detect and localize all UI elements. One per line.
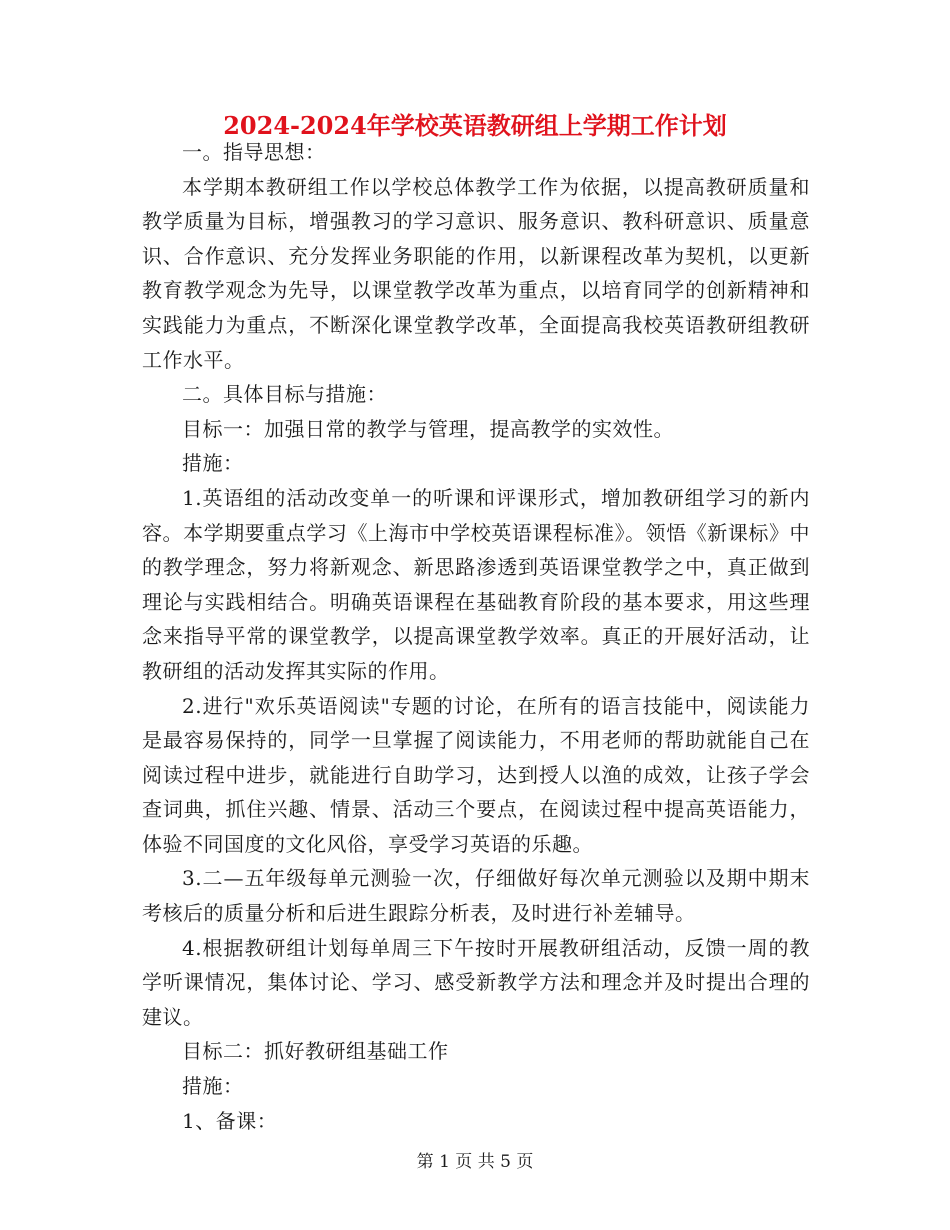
measure-item-3: 3.二—五年级每单元测验一次，仔细做好每次单元测验以及期中期末考核后的质量分析和后进生跟踪分析表，及时进行补差辅导。: [142, 866, 810, 926]
measures-label-2: 措施：: [182, 1074, 244, 1099]
lesson-prep-item: 1、备课：: [182, 1108, 278, 1133]
section-heading-guiding-thought: 一。指导思想：: [182, 140, 326, 164]
page-footer: 第 1 页 共 5 页: [416, 1152, 534, 1172]
section-heading-goals-measures: 二。具体目标与措施：: [182, 382, 387, 407]
goal-two-heading: 目标二：抓好教研组基础工作: [182, 1039, 449, 1064]
measure-item-1: 1.英语组的活动改变单一的听课和评课形式，增加教研组学习的新内容。本学期要重点学习《上海市中学校英语课程标准》。领悟《新课标》中的教学理念，努力将新观念、新思路渗透到英语课堂教学之中，真正做到理论与实践相结合。明确英语课程在基础教育阶段的基本要求，用这些理念来指导平常的课堂教学，以提高课堂教学效率。真正的开展好活动，让教研组的活动发挥其实际的作用。: [142, 485, 810, 683]
measure-item-2: 2.进行"欢乐英语阅读"专题的讨论，在所有的语言技能中，阅读能力是最容易保持的，同学一旦掌握了阅读能力，不用老师的帮助就能自己在阅读过程中进步，就能进行自助学习，达到授人以渔的成效，让孩子学会查词典，抓住兴趣、情景、活动三个要点，在阅读过程中提高英语能力，体验不同国度的文化风俗，享受学习英语的乐趣。: [142, 693, 810, 856]
goal-one-heading: 目标一：加强日常的教学与管理，提高教学的实效性。: [182, 416, 674, 441]
document-title: 2024-2024年学校英语教研组上学期工作计划: [223, 111, 727, 140]
paragraph-guiding-thought: 本学期本教研组工作以学校总体教学工作为依据，以提高教研质量和教学质量为目标，增强教习的学习意识、服务意识、教科研意识、质量意识、合作意识、充分发挥业务职能的作用，以新课程改革为契机，以更新教育教学观念为先导，以课堂教学改革为重点，以培育同学的创新精神和实践能力为重点，不断深化课堂教学改革，全面提高我校英语教研组教研工作水平。: [142, 174, 810, 372]
measures-label-1: 措施：: [182, 451, 244, 476]
document-body: [142, 135, 810, 1138]
measure-item-4: 4.根据教研组计划每单周三下午按时开展教研组活动，反馈一周的教学听课情况，集体讨论、学习、感受新教学方法和理念并及时提出合理的建议。: [142, 935, 810, 1029]
